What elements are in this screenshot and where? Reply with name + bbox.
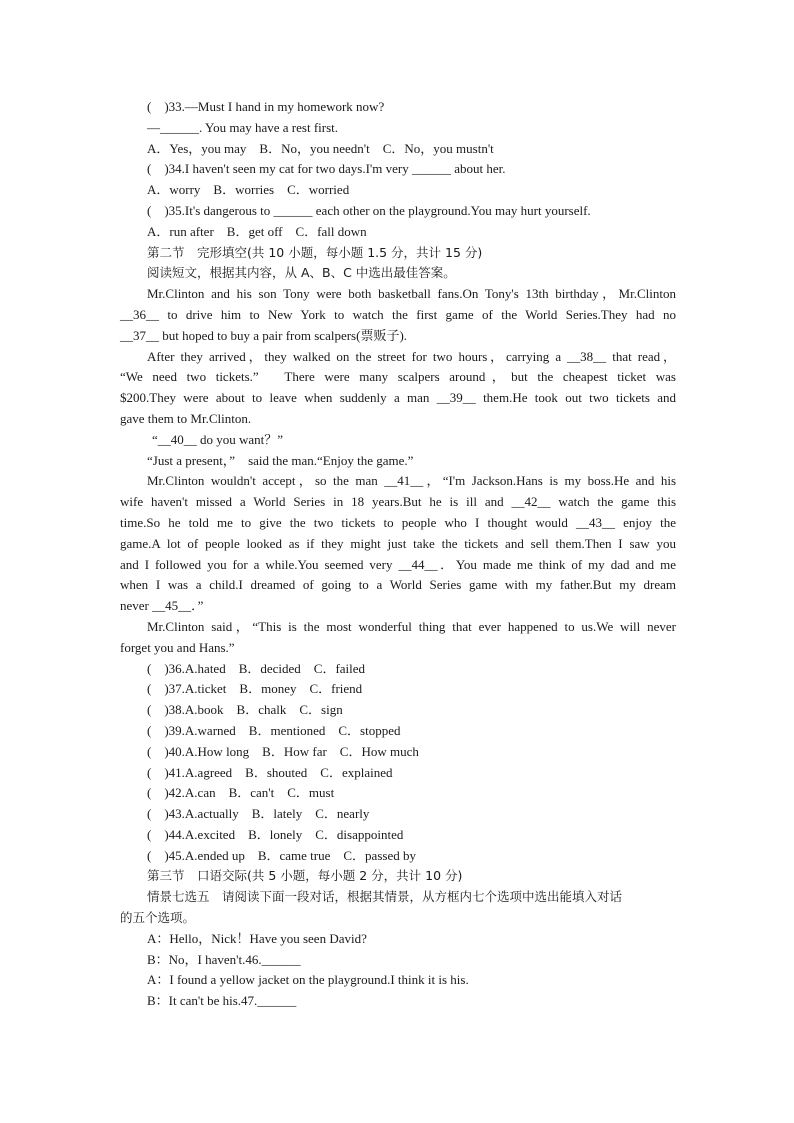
- passage-p3-line1: “__40__ do you want？”: [152, 431, 284, 447]
- cloze-option-45: ( )45.A.ended up B．came true C．passed by: [147, 847, 416, 863]
- passage-p6-line2: forget you and Hans.”: [120, 639, 235, 655]
- passage-p5-line7: never __45__．”: [120, 598, 204, 614]
- section-3-instruction-line1: 情景七选五 请阅读下面一段对话，根据其情景，从方框内七个选项中选出能填入对话: [147, 889, 623, 905]
- question-33-options: A．Yes，you may B．No，you needn't C．No，you mustn't: [147, 140, 494, 156]
- question-34-options: A．worry B．worries C．worried: [147, 182, 350, 198]
- passage-p5-line4: game.A lot of people looked as if they might just take the tickets and sell them.Then I saw you: [120, 535, 676, 551]
- passage-p4-line1: “Just a present，” said the man.“Enjoy the game.”: [147, 452, 414, 468]
- question-33-stem: ( )33.—Must I hand in my homework now?: [147, 99, 385, 114]
- section-2-instruction: 阅读短文，根据其内容，从 A、B、C 中选出最佳答案。: [147, 265, 456, 281]
- cloze-option-44: ( )44.A.excited B．lonely C．disappointed: [147, 826, 404, 842]
- passage-p1-line1: Mr.Clinton and his son Tony were both basketball fans.On Tony's 13th birthday，Mr.Clinton: [147, 286, 676, 302]
- cloze-option-38: ( )38.A.book B．chalk C．sign: [147, 702, 343, 718]
- passage-p6-line1: Mr.Clinton said，“This is the most wonderful thing that ever happened to us.We will never: [147, 618, 676, 634]
- dialogue-line-3: A：I found a yellow jacket on the playground.I think it is his.: [147, 972, 469, 988]
- passage-p2-line4: gave them to Mr.Clinton.: [120, 410, 252, 426]
- passage-p5-line5: and I followed you for a while.You seemed very __44__．You made me think of my dad and me: [120, 556, 676, 572]
- passage-p5-line6: when I was a child.I dreamed of going to a World Series game with my father.But my dream: [120, 577, 676, 593]
- cloze-option-43: ( )43.A.actually B．lately C．nearly: [147, 806, 370, 822]
- dialogue-line-2: B：No，I haven't.46.______: [147, 951, 301, 967]
- dialogue-line-1: A：Hello，Nick！Have you seen David?: [147, 930, 367, 946]
- question-34-stem: ( )34.I haven't seen my cat for two days.I'm very ______ about her.: [147, 161, 506, 177]
- passage-p1-line3: __37__ but hoped to buy a pair from scalpers(票贩子).: [120, 327, 408, 343]
- passage-p5-line1: Mr.Clinton wouldn't accept，so the man __41__，“I'm Jackson.Hans is my boss.He and his: [147, 473, 676, 489]
- section-3-instruction-line2: 的五个选项。: [120, 910, 196, 926]
- cloze-option-37: ( )37.A.ticket B．money C．friend: [147, 681, 363, 697]
- section-3-title: 第三节 口语交际(共 5 小题，每小题 2 分，共计 10 分): [147, 868, 463, 884]
- passage-p2-line2: “We need two tickets.” There were many scalpers around，but the cheapest ticket was: [120, 369, 676, 385]
- cloze-option-42: ( )42.A.can B．can't C．must: [147, 785, 335, 801]
- passage-p5-line3: time.So he told me to give the two tickets to people who I thought would __43__ enjoy the: [120, 514, 676, 530]
- cloze-option-36: ( )36.A.hated B．decided C．failed: [147, 660, 366, 676]
- section-2-title: 第二节 完形填空(共 10 小题，每小题 1.5 分，共计 15 分): [147, 244, 483, 260]
- worksheet-page: [120, 97, 676, 1012]
- cloze-option-41: ( )41.A.agreed B．shouted C．explained: [147, 764, 393, 780]
- passage-p2-line1: After they arrived，they walked on the street for two hours，carrying a __38__ that read，: [147, 348, 676, 364]
- cloze-option-40: ( )40.A.How long B．How far C．How much: [147, 743, 419, 759]
- passage-p1-line2: __36__ to drive him to New York to watch the first game of the World Series.They had no: [120, 306, 676, 322]
- question-35-options: A．run after B．get off C．fall down: [147, 223, 367, 239]
- question-35-stem: ( )35.It's dangerous to ______ each other on the playground.You may hurt yourself.: [147, 202, 591, 218]
- passage-p5-line2: wife haven't missed a World Series in 18 years.But he is ill and __42__ watch the game this: [120, 494, 676, 510]
- dialogue-line-4: B：It can't be his.47.______: [147, 993, 297, 1009]
- question-33-reply: —______. You may have a rest first.: [147, 119, 339, 135]
- cloze-option-39: ( )39.A.warned B．mentioned C．stopped: [147, 722, 401, 738]
- passage-p2-line3: $200.They were about to leave when suddenly a man __39__ them.He took out two tickets and: [120, 390, 676, 406]
